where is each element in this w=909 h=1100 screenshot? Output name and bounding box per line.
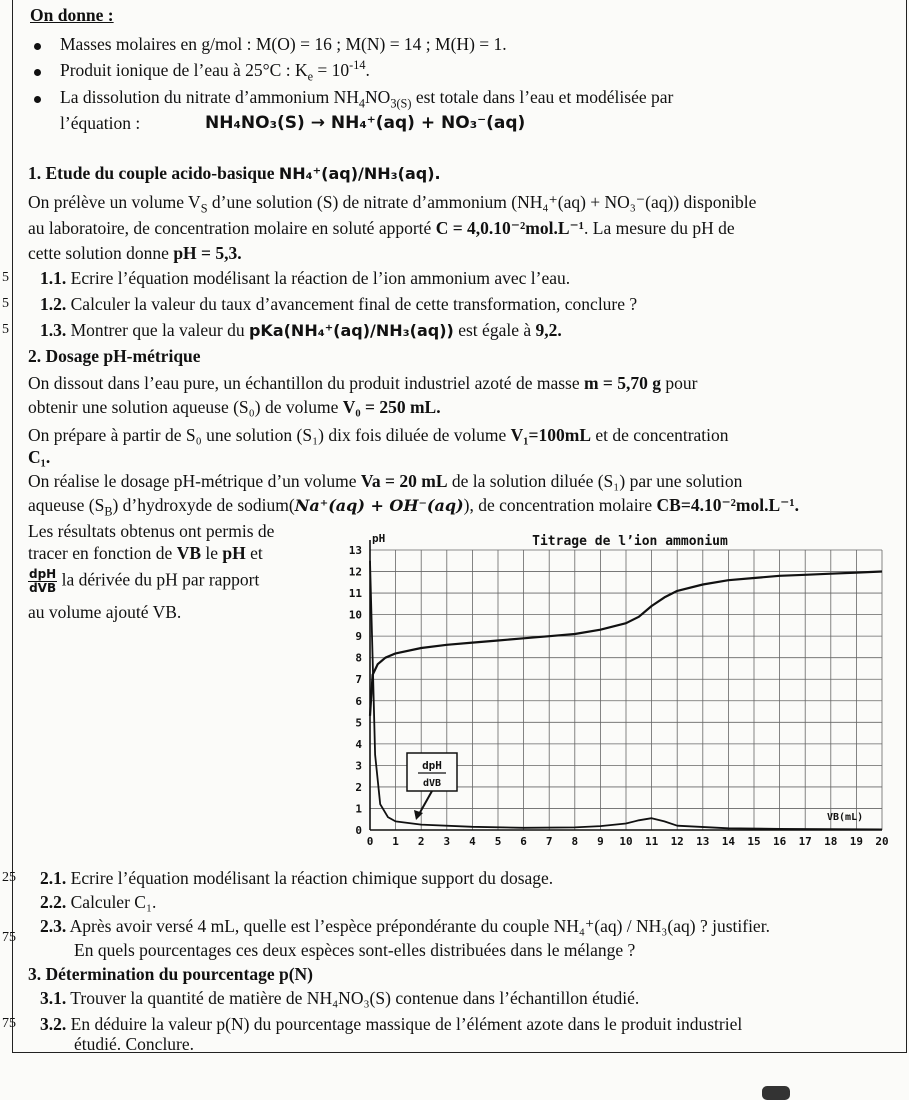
x-tick-label: 8 xyxy=(571,835,579,848)
question-2-2: 2.2. Calculer C₁. xyxy=(40,892,157,912)
section3-title: 3. Détermination du pourcentage p(N) xyxy=(28,964,314,984)
question-2-3: 2.3. Après avoir versé 4 mL, quelle est l’espèce prépondérante du couple NH₄⁺(aq) / NH₃(aq) ? justifier. xyxy=(40,916,770,936)
given-molar-masses: Masses molaires en g/mol : M(O) = 16 ; M(N) = 14 ; M(H) = 1. xyxy=(60,34,507,54)
section2-l8: tracer en fonction de VB le pH et xyxy=(28,543,263,563)
chart-title: Titrage de l’ion ammonium xyxy=(532,534,728,549)
section2-l6: aqueuse $(S_B)$ d’hydroxyde de sodium(Na⁺(aq) + OH⁻(aq)), de concentration molaire CB=4.10⁻²mol.L⁻¹. xyxy=(28,495,800,519)
y-tick-label: 3 xyxy=(355,759,362,773)
bullet-dot xyxy=(34,69,41,76)
derivative-annotation xyxy=(407,753,457,820)
chart-x-axis-label: VB(mL) xyxy=(827,812,864,823)
x-tick-label: 0 xyxy=(366,835,374,848)
section2-title: 2. Dosage pH-métrique xyxy=(28,346,201,366)
question-3-1: 3.1. Trouver la quantité de matière de NH₄NO₃(S) contenue dans l’échantillon étudié. xyxy=(40,988,640,1008)
x-tick-label: 6 xyxy=(520,835,527,848)
section1-p3: cette solution donne pH = 5,3. xyxy=(28,243,242,263)
margin-mark: 5 xyxy=(2,270,9,285)
annotation-denominator: dVB xyxy=(422,778,442,789)
y-tick-label: 10 xyxy=(348,608,362,622)
x-tick-label: 2 xyxy=(417,835,425,848)
chart-tick-labels xyxy=(349,544,889,848)
x-tick-label: 10 xyxy=(619,835,633,848)
question-1-3: 1.3. Montrer que la valeur du pKa(NH₄⁺(aq)/NH₃(aq)) est égale à 9,2. xyxy=(40,320,562,340)
annotation-numerator: dpH xyxy=(422,759,442,772)
section2-l7: Les résultats obtenus ont permis de xyxy=(28,521,275,541)
section1-p2: au laboratoire, de concentration molaire en soluté apporté C = 4,0.10⁻²mol.L⁻¹. La mesure du pH de xyxy=(28,218,735,238)
question-1-2: 1.2. Calculer la valeur du taux d’avancement final de cette transformation, conclure ? xyxy=(40,294,638,314)
y-tick-label: 1 xyxy=(355,802,362,816)
margin-mark: 25 xyxy=(2,870,16,885)
x-tick-label: 9 xyxy=(597,835,604,848)
bullet-dot xyxy=(34,43,41,50)
x-tick-label: 14 xyxy=(721,835,736,848)
section1-p1: On prélève un volume $V_S$ d’une solution (S) de nitrate d’ammonium (NH₄⁺(aq) + NO₃⁻(aq)) disponible xyxy=(28,192,757,216)
x-tick-label: 11 xyxy=(644,835,659,848)
question-3-2: 3.2. En déduire la valeur p(N) du pourcentage massique de l’élément azote dans le produit industriel xyxy=(40,1014,743,1034)
section2-l5: On réalise le dosage pH-métrique d’un volume Va = 20 mL de la solution diluée (S₁) par une solution xyxy=(28,471,743,491)
section2-l3: On prépare à partir de S₀ une solution (S₁) dix fois diluée de volume V₁=100mL et de concentration xyxy=(28,425,729,445)
margin-mark: 5 xyxy=(2,322,9,337)
x-tick-label: 18 xyxy=(824,835,838,848)
derivative-fraction: $\frac{\text{dpH}}{\text{dVB}}$ xyxy=(29,567,57,595)
section2-l2: obtenir une solution aqueuse (S₀) de volume V₀ = 250 mL. xyxy=(28,397,441,417)
x-tick-label: 3 xyxy=(443,835,451,848)
question-2-1: 2.1. Ecrire l’équation modélisant la réaction chimique support du dosage. xyxy=(40,868,554,888)
x-tick-label: 7 xyxy=(545,835,553,848)
margin-mark: 75 xyxy=(2,930,16,945)
x-tick-label: 19 xyxy=(849,835,864,848)
bullet-dot xyxy=(34,96,41,103)
y-tick-label: 13 xyxy=(348,544,362,557)
section2-l4: C₁. xyxy=(28,447,51,467)
x-tick-label: 17 xyxy=(798,835,812,848)
x-tick-label: 15 xyxy=(747,835,761,848)
given-water-product: Produit ionique de l’eau à 25°C : $K_e = 10^{-14}$. xyxy=(60,58,370,84)
x-tick-label: 20 xyxy=(875,835,889,848)
margin-mark: 75 xyxy=(2,1016,16,1031)
y-tick-label: 8 xyxy=(355,651,362,665)
y-tick-label: 4 xyxy=(355,737,362,751)
y-tick-label: 11 xyxy=(348,587,362,601)
titration-chart xyxy=(330,528,895,858)
question-2-3-continued: En quels pourcentages ces deux espèces sont-elles distribuées dans le mélange ? xyxy=(74,940,636,960)
dissolution-equation: NH₄NO₃(S) → NH₄⁺(aq) + NO₃⁻(aq) xyxy=(205,113,526,133)
given-dissolution: La dissolution du nitrate d’ammonium $NH_4NO_{3(S)}$ est totale dans l’eau et modélisée par xyxy=(60,87,674,111)
x-tick-label: 5 xyxy=(494,835,502,848)
y-tick-label: 7 xyxy=(355,673,362,687)
y-tick-label: 0 xyxy=(355,824,362,837)
given-heading: On donne : xyxy=(30,5,114,25)
y-tick-label: 6 xyxy=(355,694,362,708)
section1-title: 1. Etude du couple acido-basique NH₄⁺(aq)/NH₃(aq). xyxy=(28,163,441,183)
question-3-2-continued: étudié. Conclure. xyxy=(74,1034,195,1054)
x-tick-label: 12 xyxy=(670,835,684,848)
section2-l1: On dissout dans l’eau pure, un échantillon du produit industriel azoté de masse m = 5,70 g pour xyxy=(28,373,698,393)
section2-l9: $\frac{\text{dpH}}{\text{dVB}}$ la dérivée du pH par rapport xyxy=(29,567,260,595)
question-1-1: 1.1. Ecrire l’équation modélisant la réaction de l’ion ammonium avec l’eau. xyxy=(40,268,571,288)
equation-label: l’équation : xyxy=(60,113,141,133)
y-tick-label: 12 xyxy=(348,565,362,579)
chart-y-axis-label: pH xyxy=(372,532,386,545)
page-tab-mark xyxy=(762,1086,790,1100)
margin-mark: 5 xyxy=(2,296,9,311)
x-tick-label: 4 xyxy=(469,835,476,848)
x-tick-label: 1 xyxy=(392,835,399,848)
y-tick-label: 5 xyxy=(355,716,362,730)
x-tick-label: 13 xyxy=(696,835,710,848)
section2-l10: au volume ajouté VB. xyxy=(28,602,182,622)
y-tick-label: 2 xyxy=(355,780,362,794)
x-tick-label: 16 xyxy=(772,835,787,848)
y-tick-label: 9 xyxy=(355,630,362,644)
